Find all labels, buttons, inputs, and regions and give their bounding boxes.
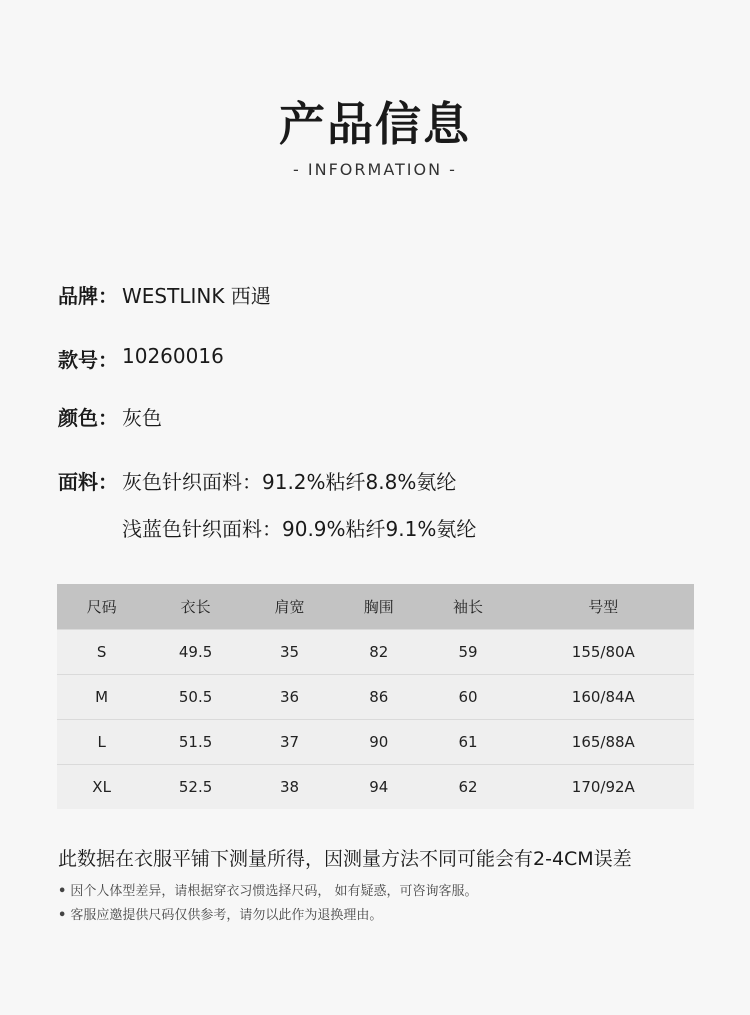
header-sleeve: 袖长 — [423, 584, 512, 630]
page-title: 产品信息 — [279, 97, 471, 151]
cell-chest: 94 — [334, 765, 423, 810]
cell-fit: 170/92A — [513, 765, 694, 810]
cell-length: 52.5 — [146, 765, 245, 810]
table-row — [57, 720, 694, 765]
style-number-row — [58, 344, 224, 373]
cell-chest: 86 — [334, 675, 423, 720]
table-row — [57, 630, 694, 675]
cell-sleeve: 62 — [423, 765, 512, 810]
cell-length: 51.5 — [146, 720, 245, 765]
bullet-icon: • — [58, 884, 67, 899]
tip-item — [58, 904, 382, 923]
cell-chest: 82 — [334, 630, 423, 675]
color-value: 灰色 — [122, 406, 162, 430]
cell-size: M — [57, 675, 146, 720]
color-label: 颜色： — [58, 406, 118, 430]
cell-shoulder: 37 — [245, 720, 334, 765]
header-size: 尺码 — [57, 584, 146, 630]
cell-shoulder: 36 — [245, 675, 334, 720]
fabric-row — [58, 466, 476, 542]
cell-shoulder: 35 — [245, 630, 334, 675]
cell-sleeve: 60 — [423, 675, 512, 720]
cell-chest: 90 — [334, 720, 423, 765]
tip-item — [58, 880, 477, 899]
fabric-label: 面料： — [58, 470, 118, 494]
cell-size: S — [57, 630, 146, 675]
cell-size: XL — [57, 765, 146, 810]
cell-length: 49.5 — [146, 630, 245, 675]
header-chest: 胸围 — [334, 584, 423, 630]
brand-row — [58, 280, 271, 309]
cell-fit: 155/80A — [513, 630, 694, 675]
cell-shoulder: 38 — [245, 765, 334, 810]
style-number-value: 10260016 — [122, 344, 224, 368]
tip-text: 客服应邀提供尺码仅供参考，请勿以此作为退换理由。 — [70, 908, 383, 923]
bullet-icon: • — [58, 908, 67, 923]
header-shoulder: 肩宽 — [245, 584, 334, 630]
tip-text: 因个人体型差异，请根据穿衣习惯选择尺码， 如有疑惑，可咨询客服。 — [70, 884, 478, 899]
measurement-note: 此数据在衣服平铺下测量所得，因测量方法不同可能会有2-4CM误差 — [58, 848, 632, 870]
fabric-line-grey: 灰色针织面料：91.2%粘纤8.8%氨纶 — [122, 470, 457, 494]
header-fit: 号型 — [513, 584, 694, 630]
size-table — [57, 584, 694, 809]
style-number-label: 款号： — [58, 348, 118, 372]
cell-fit: 160/84A — [513, 675, 694, 720]
page-subtitle: - INFORMATION - — [293, 160, 457, 179]
cell-size: L — [57, 720, 146, 765]
table-row — [57, 765, 694, 810]
cell-sleeve: 61 — [423, 720, 512, 765]
table-row — [57, 675, 694, 720]
color-row — [58, 402, 162, 431]
cell-sleeve: 59 — [423, 630, 512, 675]
size-table-header — [57, 584, 694, 630]
cell-length: 50.5 — [146, 675, 245, 720]
header-length: 衣长 — [146, 584, 245, 630]
fabric-line-lightblue: 浅蓝色针织面料：90.9%粘纤9.1%氨纶 — [122, 517, 477, 541]
brand-value: WESTLINK 西遇 — [122, 284, 271, 308]
brand-label: 品牌： — [58, 284, 118, 308]
cell-fit: 165/88A — [513, 720, 694, 765]
